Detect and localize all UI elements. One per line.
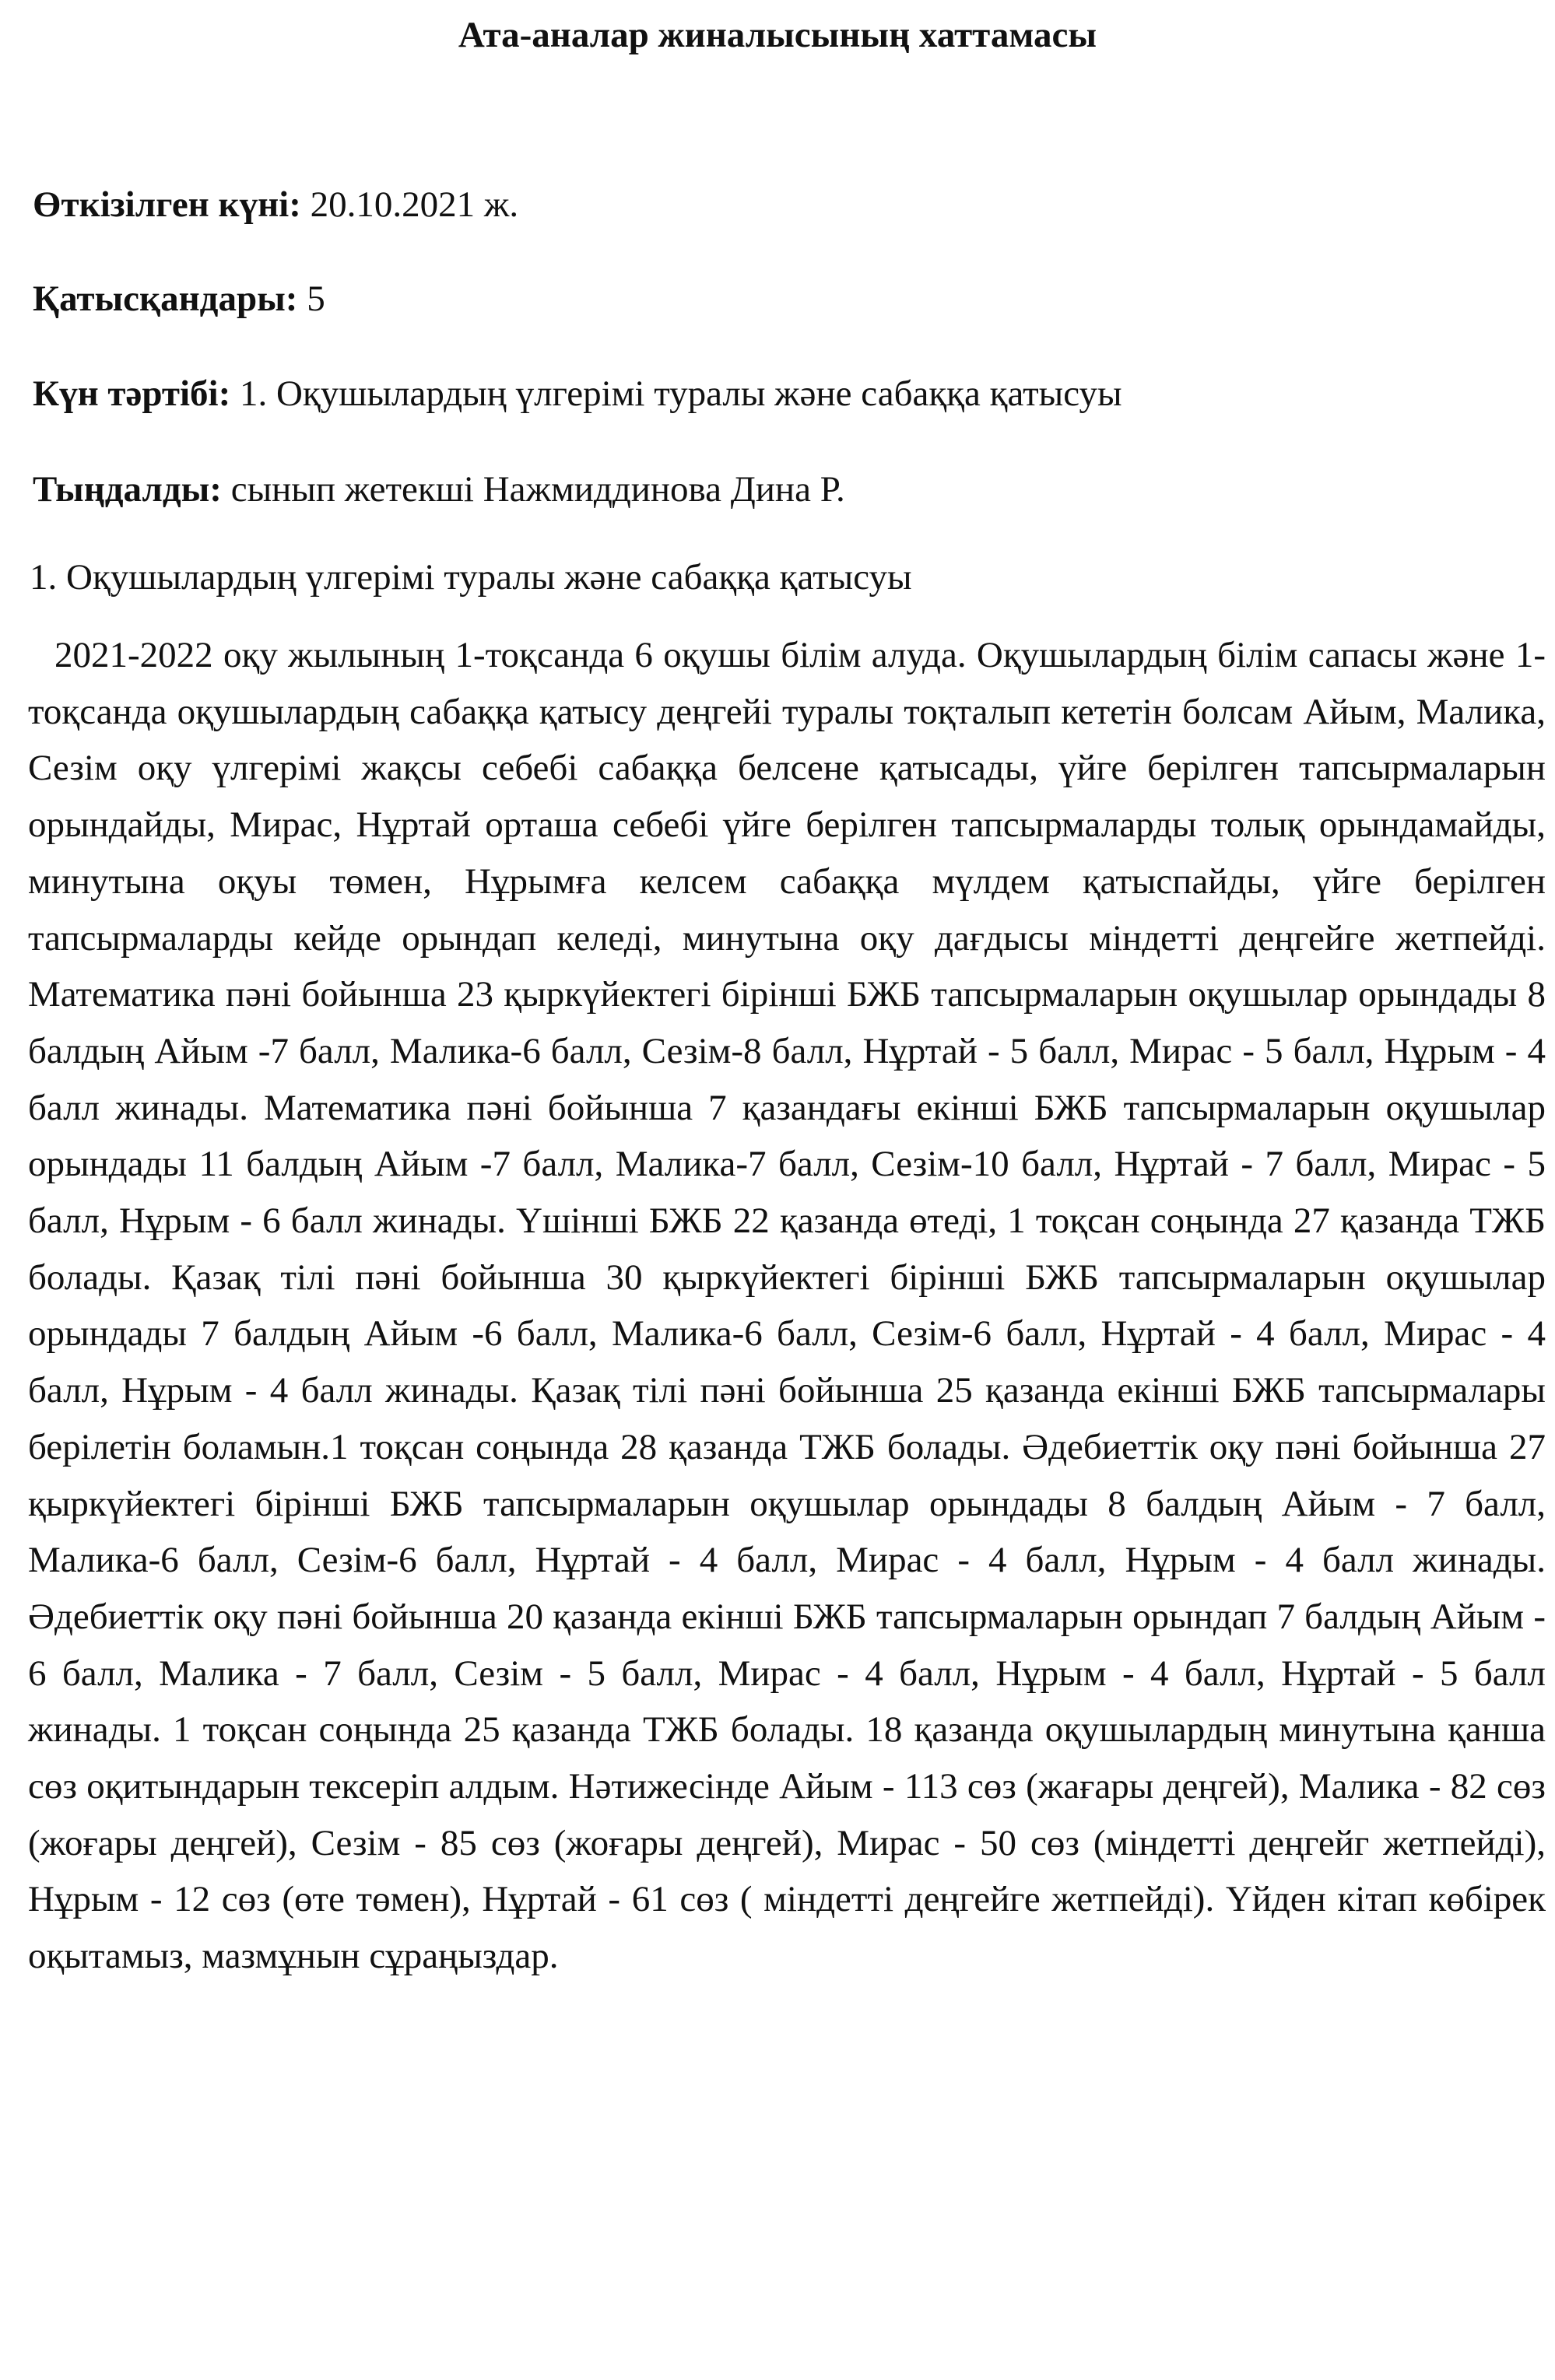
field-agenda: [33, 369, 1122, 419]
field-agenda-value: 1. Оқушылардың үлгерімі туралы және сабаққа қатысуы: [230, 373, 1122, 414]
field-attendees: [33, 274, 325, 324]
field-heard-value: сынып жетекші Нажмиддинова Дина Р.: [221, 469, 845, 510]
field-heard-label: Тыңдалды:: [33, 469, 222, 510]
field-agenda-label: Күн тәртібі:: [33, 373, 231, 414]
body-paragraph: 2021-2022 оқу жылының 1-тоқсанда 6 оқушы білім алуда. Оқушылардың білім сапасы және 1-тоқсанда оқушылардың сабаққа қатысу деңгейі туралы тоқталып кететін болсам Айым, Малика, Сезім оқу үлгерімі жақсы себебі сабаққа белсене қатысады, үйге берілген тапсырмаларын орындайды, Мирас, Нұртай орташа себебі үйге берілген тапсырмаларды толық орындамайды, минутына оқуы төмен, Нұрымға келсем сабаққа мүлдем қатыспайды, үйге берілген тапсырмаларды кейде орындап келеді, минутына оқу дағдысы міндетті деңгейге жетпейді. Математика пәні бойынша 23 қыркүйектегі бірінші БЖБ тапсырмаларын оқушылар орындады 8 балдың Айым -7 балл, Малика-6 балл, Сезім-8 балл, Нұртай - 5 балл, Мирас - 5 балл, Нұрым - 4 балл жинады. Математика пәні бойынша 7 қазандағы екінші БЖБ тапсырмаларын оқушылар орындады 11 балдың Айым -7 балл, Малика-7 балл, Сезім-10 балл, Нұртай - 7 балл, Мирас - 5 балл, Нұрым - 6 балл жинады. Үшінші БЖБ 22 қазанда өтеді, 1 тоқсан соңында 27 қазанда ТЖБ болады. Қазақ тілі пәні бойынша 30 қыркүйектегі бірінші БЖБ тапсырмаларын оқушылар орындады 7 балдың Айым -6 балл, Малика-6 балл, Сезім-6 балл, Нұртай - 4 балл, Мирас - 4 балл, Нұрым - 4 балл жинады. Қазақ тілі пәні бойынша 25 қазанда екінші БЖБ тапсырмалары берілетін боламын.1 тоқсан соңында 28 қазанда ТЖБ болады. Әдебиеттік оқу пәні бойынша 27 қыркүйектегі бірінші БЖБ тапсырмаларын оқушылар орындады 8 балдың Айым - 7 балл, Малика-6 балл, Сезім-6 балл, Нұртай - 4 балл, Мирас - 4 балл, Нұрым - 4 балл жинады. Әдебиеттік оқу пәні бойынша 20 қазанда екінші БЖБ тапсырмаларын орындап 7 балдың Айым - 6 балл, Малика - 7 балл, Сезім - 5 балл, Мирас - 4 балл, Нұрым - 4 балл, Нұртай - 5 балл жинады. 1 тоқсан соңында 25 қазанда ТЖБ болады. 18 қазанда оқушылардың минутына қанша сөз оқитындарын тексеріп алдым. Нәтижесінде Айым - 113 сөз (жағары деңгей), Малика - 82 сөз (жоғары деңгей), Сезім - 85 сөз (жоғары деңгей), Мирас - 50 сөз (міндетті деңгейг жетпейді), Нұрым - 12 сөз (өте төмен), Нұртай - 61 сөз ( міндетті деңгейге жетпейді). Үйден кітап көбірек оқытамыз, мазмұнын сұраңыздар.: [28, 635, 1546, 1977]
field-attendees-value: 5: [297, 279, 325, 319]
document-title: Ата-аналар жиналысының хаттамасы: [458, 15, 1097, 55]
field-date-label: Өткізілген күні:: [33, 184, 301, 225]
section-heading: 1. Оқушылардың үлгерімі туралы және сабаққа қатысуы: [30, 557, 912, 598]
field-date-value: 20.10.2021 ж.: [300, 184, 519, 225]
field-attendees-label: Қатысқандары:: [33, 279, 298, 319]
field-heard: [33, 464, 845, 514]
field-date: [33, 180, 518, 230]
